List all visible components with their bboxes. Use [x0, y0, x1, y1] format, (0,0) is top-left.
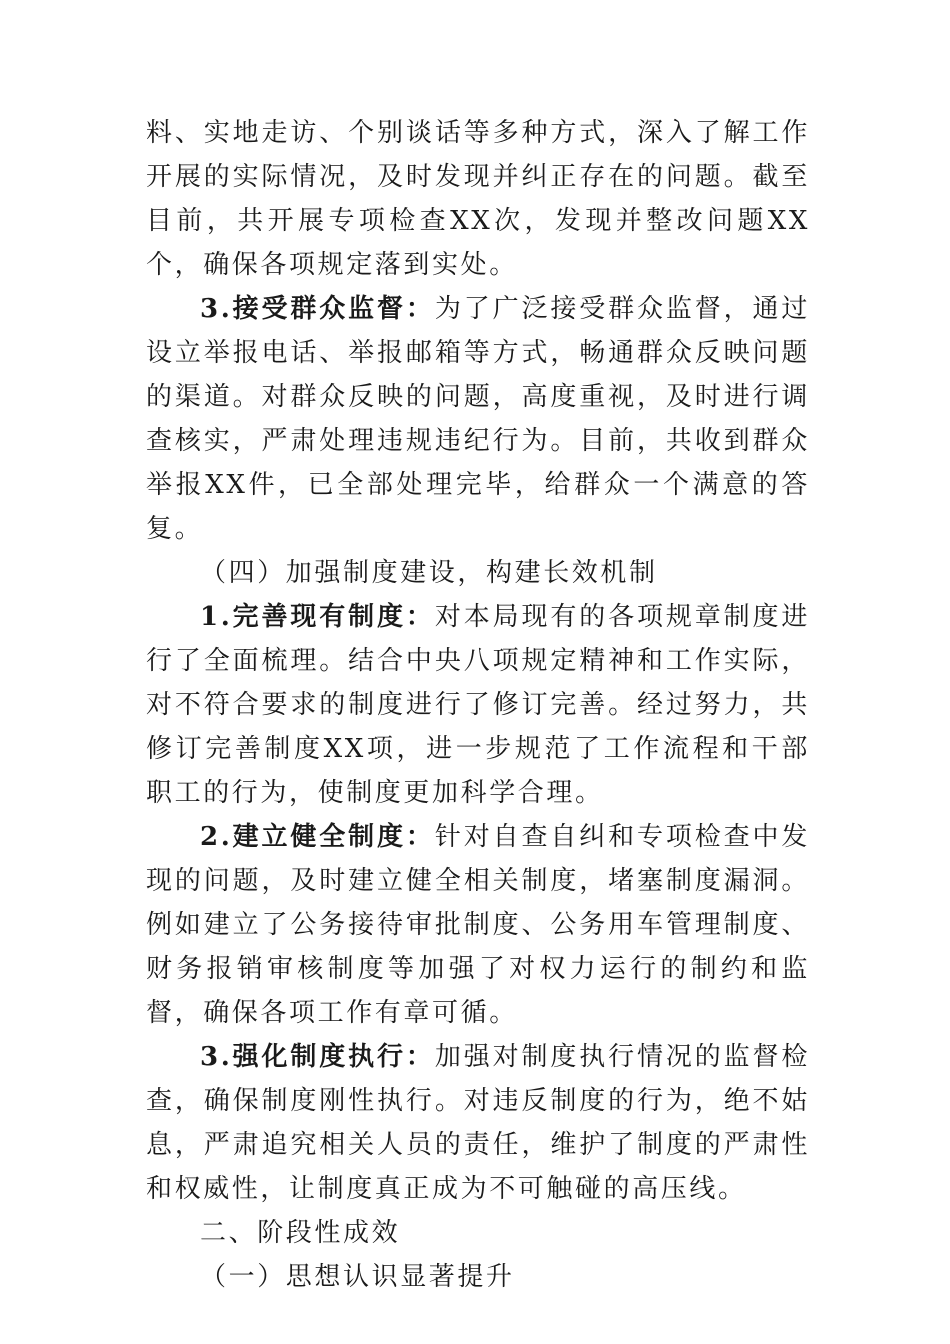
paragraph-text: 料、实地走访、个别谈话等多种方式，深入了解工作开展的实际情况，及时发现并纠正存在的问题。截至目前，共开展专项检查XX次，发现并整改问题XX个，确保各项规定落到实处。 — [146, 118, 810, 280]
paragraph-lead: 1.完善现有制度： — [200, 602, 435, 632]
paragraph-text: 为了广泛接受群众监督，通过设立举报电话、举报邮箱等方式，畅通群众反映问题的渠道。对群众反映的问题，高度重视，及时进行调查核实，严肃处理违规违纪行为。目前，共收到群众举报XX件，已全部处理完毕，给群众一个满意的答复。 — [146, 294, 810, 544]
paragraph-improve-existing-systems — [146, 595, 810, 815]
subsection-heading-awareness — [146, 1255, 810, 1299]
paragraph-lead: 2.建立健全制度： — [200, 822, 435, 852]
paragraph-accept-public-supervision — [146, 287, 810, 551]
document-page — [146, 111, 810, 1299]
paragraph-lead: 3.强化制度执行： — [200, 1042, 435, 1072]
paragraph-text: 加强对制度执行情况的监督检查，确保制度刚性执行。对违反制度的行为，绝不姑息，严肃追究相关人员的责任，维护了制度的严肃性和权威性，让制度真正成为不可触碰的高压线。 — [146, 1042, 810, 1204]
heading-text: （一）思想认识显著提升 — [200, 1262, 515, 1292]
paragraph-text: 针对自查自纠和专项检查中发现的问题，及时建立健全相关制度，堵塞制度漏洞。例如建立了公务接待审批制度、公务用车管理制度、财务报销审核制度等加强了对权力运行的制约和监督，确保各项工作有章可循。 — [146, 822, 810, 1028]
section-heading-system-building — [146, 551, 810, 595]
paragraph-strengthen-execution — [146, 1035, 810, 1211]
heading-text: 二、阶段性成效 — [200, 1218, 401, 1248]
heading-text: （四）加强制度建设，构建长效机制 — [200, 558, 658, 588]
paragraph-establish-systems — [146, 815, 810, 1035]
paragraph-text: 对本局现有的各项规章制度进行了全面梳理。结合中央八项规定精神和工作实际，对不符合要求的制度进行了修订完善。经过努力，共修订完善制度XX项，进一步规范了工作流程和干部职工的行为，使制度更加科学合理。 — [146, 602, 810, 808]
section-heading-stage-results — [146, 1211, 810, 1255]
paragraph-continuation — [146, 111, 810, 287]
paragraph-lead: 3.接受群众监督： — [200, 294, 435, 324]
